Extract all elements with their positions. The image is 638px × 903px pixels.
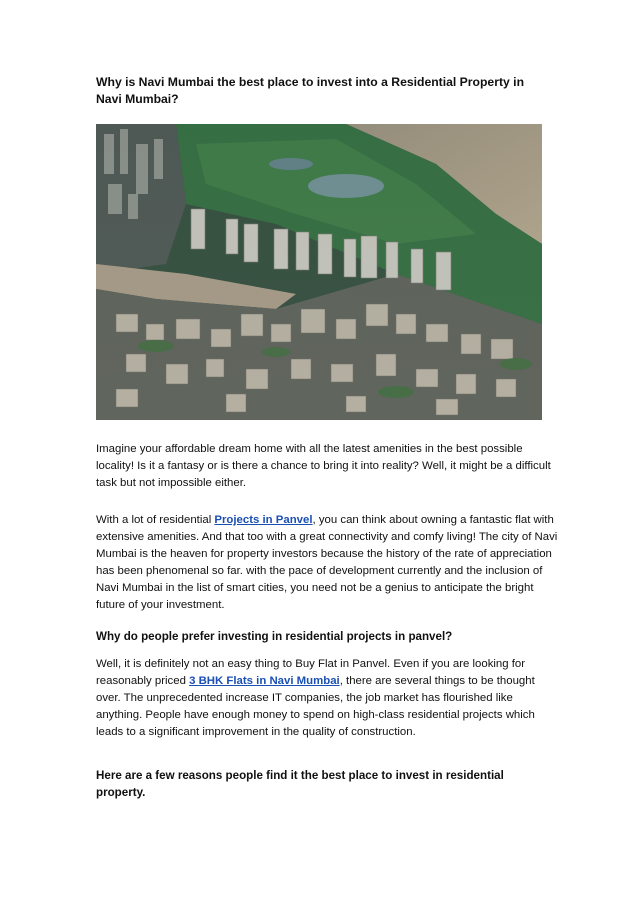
aerial-city-photo (96, 124, 542, 420)
projects-paragraph (96, 512, 560, 614)
article-title: Why is Navi Mumbai the best place to invest into a Residential Property in Navi Mumbai? (96, 75, 525, 106)
section-heading-reasons: Here are a few reasons people find it the best place to invest in residential property. (96, 769, 504, 799)
section-heading-why: Why do people prefer investing in residential projects in panvel? (96, 630, 453, 643)
3bhk-flats-link[interactable]: 3 BHK Flats in Navi Mumbai (189, 675, 340, 687)
buy-flat-paragraph-lead: Well, it is definitely not an easy thing to Buy Flat in Panvel. Even if you are looking for reasonably priced (96, 658, 526, 687)
buy-flat-paragraph (96, 656, 560, 741)
intro-paragraph: Imagine your affordable dream home with all the latest amenities in the best possible locality! Is it a fantasy or is there a chance to bring it into reality? Well, it might be a difficult task but not impossible either. (96, 443, 551, 489)
projects-paragraph-rest: , you can think about owning a fantastic flat with extensive amenities. And that too with a great connectivity and comfy living! The city of Navi Mumbai is the heaven for property investors because the history of the rate of appreciation has been phenomenal so far. with the pace of development currently and the inclusion of Navi Mumbai in the list of smart cities, you need not be a genius to anticipate the bright future of your investment. (96, 514, 558, 611)
projects-paragraph-lead: With a lot of residential (96, 514, 215, 526)
buy-flat-paragraph-rest: , there are several things to be thought over. The unprecedented increase IT companies, the job market has flourished like anything. People have enough money to spend on high-class residential projects which leads to a significant improvement in the quality of construction. (96, 675, 535, 738)
projects-in-panvel-link[interactable]: Projects in Panvel (214, 514, 313, 526)
